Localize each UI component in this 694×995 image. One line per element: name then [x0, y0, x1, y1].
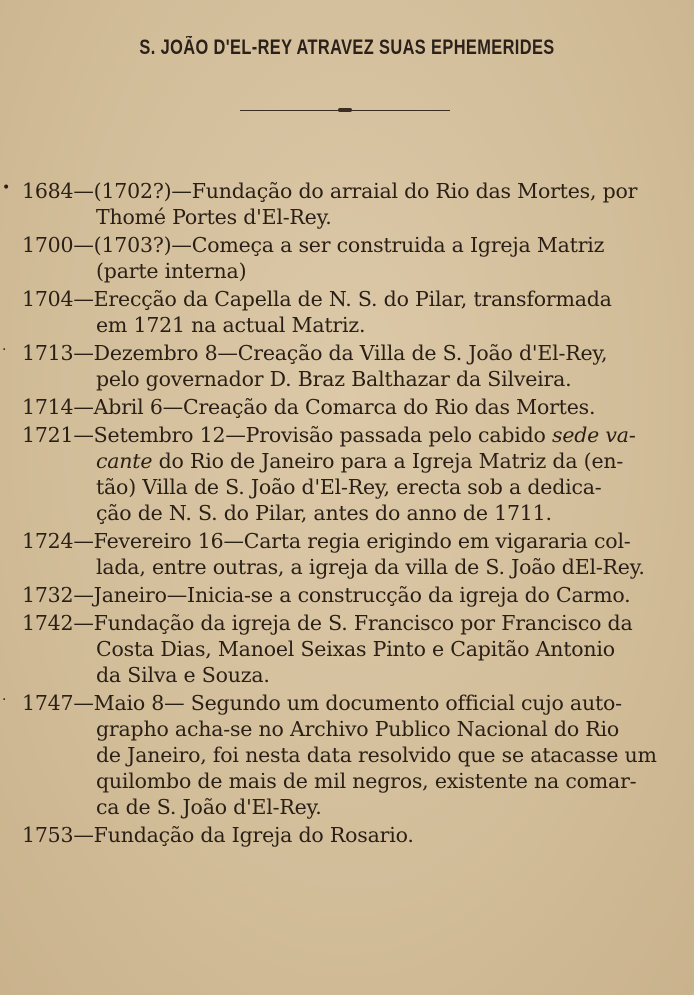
entry-line: 1700—(1703?)—Começa a ser construida a Igreja Matriz — [22, 233, 605, 257]
entry-line: quilombo de mais de mil negros, existente na comar- — [96, 769, 637, 793]
entry-line: ção de N. S. do Pilar, antes do anno de 1711. — [96, 501, 552, 525]
entry-line: pelo governador D. Braz Balthazar da Silveira. — [96, 367, 572, 391]
entry-line: ca de S. João d'El-Rey. — [96, 795, 322, 819]
entry-line: 1704—Erecção da Capella de N. S. do Pilar, transformada — [22, 287, 612, 311]
margin-mark: • — [2, 180, 11, 196]
entry-line: Thomé Portes d'El-Rey. — [96, 205, 332, 229]
list-item — [0, 178, 694, 230]
list-item — [0, 528, 694, 580]
entry-line: 1713—Dezembro 8—Creação da Villa de S. João d'El-Rey, — [22, 341, 608, 365]
list-item — [0, 340, 694, 392]
entry-line: grapho acha-se no Archivo Publico Nacional do Rio — [96, 717, 620, 741]
ephemerides-list — [0, 178, 694, 850]
entry-line: lada, entre outras, a igreja da villa de S. João dEl-Rey. — [96, 555, 645, 579]
entry-line: de Janeiro, foi nesta data resolvido que se atacasse um — [96, 743, 657, 767]
entry-line: 1742—Fundação da igreja de S. Francisco por Francisco da — [22, 611, 633, 635]
entry-text: 1721—Setembro 12—Provisão passada pelo cabido — [22, 423, 552, 447]
list-item — [0, 690, 694, 820]
entry-line: da Silva e Souza. — [96, 663, 270, 687]
italic-term: sede va- — [552, 423, 636, 447]
entry-line: 1714—Abril 6—Creação da Comarca do Rio das Mortes. — [22, 395, 596, 419]
entry-line — [0, 448, 694, 474]
entry-line: 1732—Janeiro—Inicia-se a construcção da igreja do Carmo. — [22, 583, 631, 607]
entry-line — [0, 422, 694, 448]
entry-line: 1684—(1702?)—Fundação do arraial do Rio das Mortes, por — [22, 179, 638, 203]
entry-line: 1753—Fundação da Igreja do Rosario. — [22, 823, 414, 847]
entry-line: 1747—Maio 8— Segundo um documento official cujo auto- — [22, 691, 622, 715]
entry-line: (parte interna) — [96, 259, 247, 283]
entry-text: do Rio de Janeiro para a Igreja Matriz da (en- — [158, 449, 624, 473]
entry-line: Costa Dias, Manoel Seixas Pinto e Capitão Antonio — [96, 637, 615, 661]
page-title: S. JOÃO D'EL-REY ATRAVEZ SUAS EPHEMERIDES — [139, 36, 555, 59]
italic-term: cante — [96, 449, 153, 473]
entry-line: 1724—Fevereiro 16—Carta regia erigindo em vigararia col- — [22, 529, 631, 553]
list-item — [0, 286, 694, 338]
list-item — [0, 422, 694, 526]
list-item — [0, 232, 694, 284]
margin-mark: · — [2, 692, 7, 708]
list-item — [0, 582, 694, 608]
entry-line: tão) Villa de S. João d'El-Rey, erecta sob a dedica- — [96, 475, 602, 499]
divider-ornament — [338, 108, 352, 112]
entry-line: em 1721 na actual Matriz. — [96, 313, 366, 337]
list-item — [0, 394, 694, 420]
list-item — [0, 610, 694, 688]
margin-mark: · — [2, 342, 7, 358]
list-item — [0, 822, 694, 848]
